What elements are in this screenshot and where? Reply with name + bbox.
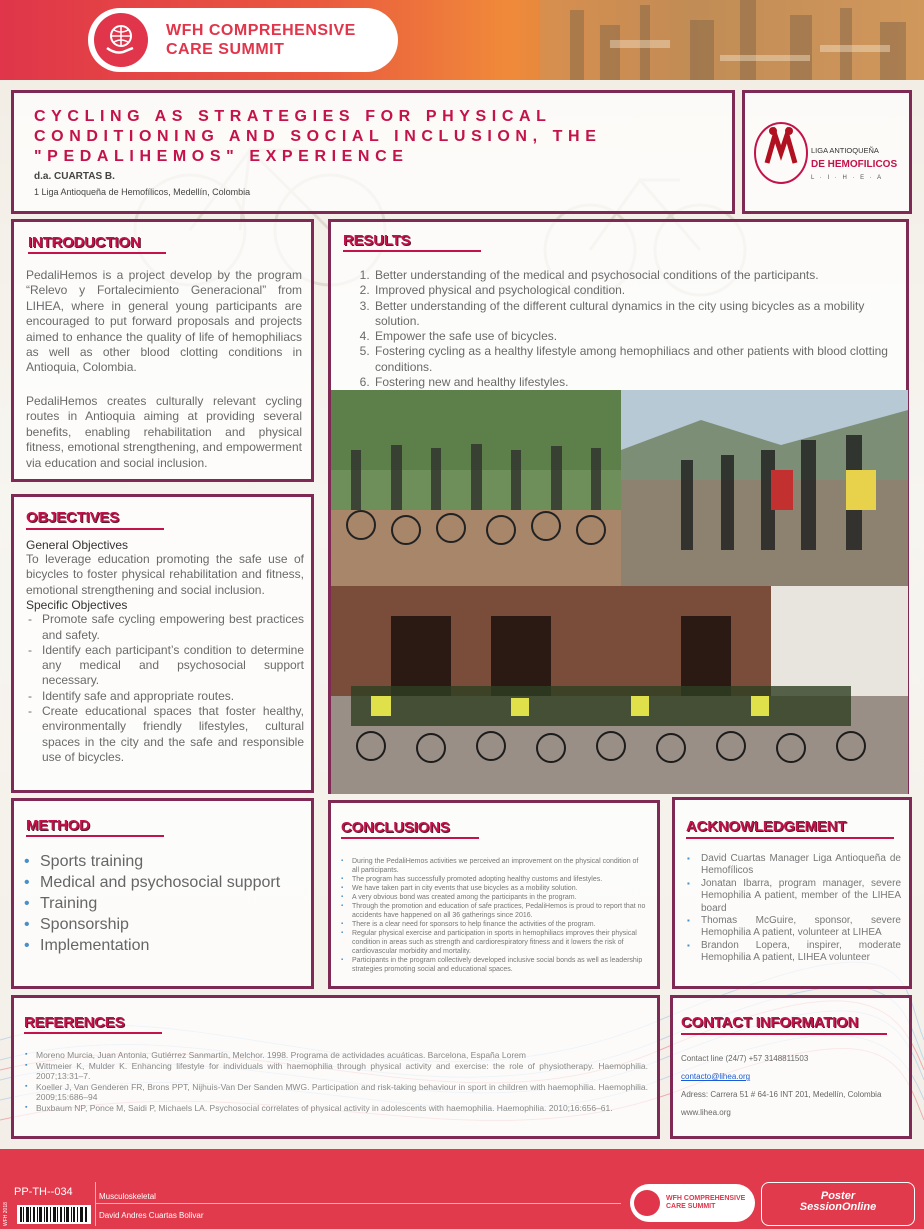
list-item: 6. Fostering new and healthy lifestyles. xyxy=(373,375,893,390)
introduction-paragraph-1: PedaliHemos is a project develop by the program “Relevo y Fortalecimiento Generacional” from LIHEA, where in general young participants are encouraged to put forward proposals and projects aimed to enhance the quality of life of hemophiliacs as well as other blood clotting conditions in Antioquia, Colombia. xyxy=(26,268,302,375)
group-photo-3 xyxy=(331,586,908,794)
footer-logo-line1: WFH COMPREHENSIVE xyxy=(666,1195,746,1202)
summit-title-line2: CARE SUMMIT xyxy=(166,41,285,58)
method-list xyxy=(24,851,280,956)
list-item: • Medical and psychosocial support xyxy=(24,872,280,893)
list-item: - Create educational spaces that foster healthy, environmentally friendly lifestyles, cultural spaces in the city and the safe and responsible use of bicycles. xyxy=(26,704,304,765)
list-item: • Sponsorship xyxy=(24,914,280,935)
contact-address: Adress: Carrera 51 # 64-16 INT 201, Medellín, Colombia xyxy=(681,1090,882,1099)
contact-phone: Contact line (24/7) +57 3148811503 xyxy=(681,1054,809,1063)
barcode-icon xyxy=(17,1205,91,1224)
results-panel xyxy=(328,219,909,794)
liga-line1: LIGA ANTIOQUEÑA xyxy=(811,146,879,155)
city-skyline-image xyxy=(540,0,924,80)
acknowledgement-heading: ACKNOWLEDGEMENT xyxy=(686,818,847,835)
references-heading: REFERENCES xyxy=(24,1014,125,1031)
list-item: ▪ Brandon Lopera, inspirer, moderate Hemophilia A patient, LIHEA volunteer xyxy=(685,940,901,965)
introduction-heading: INTRODUCTION xyxy=(28,234,141,251)
list-item: ▪ There is a clear need for sponsors to help finance the activities of the program. xyxy=(339,920,647,929)
list-item: ▪ Jonatan Ibarra, program manager, severe Hemophilia A patient, member of the LIHEA board xyxy=(685,878,901,915)
method-panel xyxy=(11,798,314,989)
liga-logo xyxy=(745,93,909,211)
poster-code: PP-TH--034 xyxy=(14,1186,73,1198)
poster-session-online-logo xyxy=(761,1182,915,1226)
introduction-paragraph-2: PedaliHemos creates culturally relevant cycling routes in Antioquia aiming at providing several benefits, enabling rehabilitation and physical fitness, emotional strengthening, and empowerment via education and social inclusion. xyxy=(26,394,302,470)
conclusions-list xyxy=(339,857,647,974)
introduction-underline xyxy=(28,252,166,254)
footer-divider xyxy=(95,1182,96,1226)
list-item: • Training xyxy=(24,893,280,914)
conclusions-underline xyxy=(341,837,479,839)
pso-line2: SessionOnline xyxy=(799,1201,877,1213)
conclusions-heading: CONCLUSIONS xyxy=(341,819,450,836)
contact-website-link[interactable]: www.lihea.org xyxy=(681,1108,731,1117)
contact-panel xyxy=(670,995,912,1139)
globe-hand-icon xyxy=(94,13,148,67)
pso-line1: Poster xyxy=(820,1190,856,1202)
list-item: ▪ Through the promotion and education of safe practices, PedaliHemos is proud to report that no accidents have happened on all 36 gatherings since 2016. xyxy=(339,902,647,920)
list-item: ▪ During the PedaliHemos activities we perceived an improvement on the physical condition of all participants. xyxy=(339,857,647,875)
presenter-name: David Andres Cuartas Bolivar xyxy=(99,1211,204,1220)
footer-divider xyxy=(96,1203,621,1204)
acknowledgement-underline xyxy=(686,837,894,839)
list-item: ▪ Regular physical exercise and participation in sports in hemophiliacs improves their physical condition in areas such as strength and cardiorespiratory fitness and it lowers the risk of cardiovascular morbidity and mortality. xyxy=(339,929,647,956)
contact-heading: CONTACT INFORMATION xyxy=(681,1014,859,1031)
references-panel xyxy=(11,995,660,1139)
poster-category: Musculoskeletal xyxy=(99,1192,156,1201)
acknowledgement-panel xyxy=(672,797,912,989)
list-item: - Identify each participant’s condition to determine any medical and psychosocial support necessary. xyxy=(26,643,304,689)
list-item: • Implementation xyxy=(24,935,280,956)
liga-line3: L · I · H · E · A xyxy=(811,175,884,181)
introduction-panel xyxy=(11,219,314,482)
group-photo-2 xyxy=(621,390,908,586)
globe-hand-icon xyxy=(634,1190,660,1216)
specific-objectives-list xyxy=(26,612,304,765)
list-item: 4. Empower the safe use of bicycles. xyxy=(373,329,893,344)
list-item: ▪ Participants in the program collectively developed inclusive social bonds as well as leadership strategies promoting social and educational spaces. xyxy=(339,956,647,974)
general-objectives-text: To leverage education promoting the safe use of bicycles to foster physical rehabilitation and fitness, emotional strengthening and social inclusion. xyxy=(26,552,304,597)
footer-summit-logo xyxy=(630,1184,755,1222)
footer-side-text: WFH 2018 xyxy=(3,1202,9,1226)
list-item: - Promote safe cycling empowering best practices and safety. xyxy=(26,612,304,643)
list-item: ▪ Moreno Murcia, Juan Antonia, Gutiérrez Sanmartín, Melchor. 1998. Programa de actividades acuáticas. Barcelona, España Lorem xyxy=(24,1050,648,1061)
method-heading: METHOD xyxy=(26,817,90,834)
list-item: 1. Better understanding of the medical and psychosocial conditions of the participants. xyxy=(373,268,893,283)
results-underline xyxy=(343,250,481,252)
objectives-heading: OBJECTIVES xyxy=(26,509,120,526)
list-item: • Sports training xyxy=(24,851,280,872)
summit-title-line1: WFH COMPREHENSIVE xyxy=(166,22,356,39)
liga-line2: DE HEMOFILICOS xyxy=(811,159,898,170)
list-item: ▪ Thomas McGuire, sponsor, severe Hemophilia A patient, volunteer at LIHEA xyxy=(685,915,901,940)
objectives-underline xyxy=(26,528,164,530)
poster-title: CYCLING AS STRATEGIES FOR PHYSICAL CONDITIONING AND SOCIAL INCLUSION, THE "PEDALIHEMOS" EXPERIENCE xyxy=(34,108,602,165)
specific-objectives-label: Specific Objectives xyxy=(26,598,128,613)
poster-author: d.a. CUARTAS B. xyxy=(34,171,115,182)
list-item: ▪ Buxbaum NP, Ponce M, Saidi P, Michaels LA. Psychosocial correlates of physical activity in adolescents with haemophilia. Haemophilia. 2010;16:656–61. xyxy=(24,1103,648,1114)
liga-logo-panel xyxy=(742,90,912,214)
conclusions-panel xyxy=(328,800,660,989)
references-underline xyxy=(24,1032,162,1034)
list-item: ▪ We have taken part in city events that use bicycles as a mobility solution. xyxy=(339,884,647,893)
acknowledgement-list xyxy=(685,853,901,965)
title-panel xyxy=(11,90,735,214)
list-item: 3. Better understanding of the different cultural dynamics in the city using bicycles as a mobility solution. xyxy=(373,299,893,330)
list-item: ▪ Wittmeier K, Mulder K. Enhancing lifestyle for individuals with haemophilia through physical activity and exercise: the role of physiotherapy. Haemophilia. 2007;13:31–7. xyxy=(24,1061,648,1082)
contact-underline xyxy=(681,1033,887,1035)
footer-logo-line2: CARE SUMMIT xyxy=(666,1203,716,1210)
list-item: ▪ Koeller J, Van Genderen FR, Brons PPT, Nijhuis-Van Der Sanden MWG. Participation and risk-taking behaviour in sport in children with haemophilia. Haemophilia. 2009;15:686–94 xyxy=(24,1082,648,1103)
list-item: ▪ A very obvious bond was created among the participants in the program. xyxy=(339,893,647,902)
list-item: ▪ The program has successfully promoted adopting healthy customs and lifestyles. xyxy=(339,875,647,884)
contact-email-link[interactable]: contacto@lihea.org xyxy=(681,1072,751,1081)
list-item: - Identify safe and appropriate routes. xyxy=(26,689,304,704)
list-item: ▪ David Cuartas Manager Liga Antioqueña de Hemofílicos xyxy=(685,853,901,878)
list-item: 5. Fostering cycling as a healthy lifestyle among hemophiliacs and other patients with blood clotting conditions. xyxy=(373,344,893,375)
objectives-panel xyxy=(11,494,314,793)
method-underline xyxy=(26,835,164,837)
general-objectives-label: General Objectives xyxy=(26,538,129,552)
results-list xyxy=(353,268,893,390)
results-heading: RESULTS xyxy=(343,232,411,249)
list-item: 2. Improved physical and psychological condition. xyxy=(373,283,893,298)
summit-logo xyxy=(88,8,398,72)
footer-band xyxy=(0,1149,924,1175)
summit-header xyxy=(0,0,924,80)
references-list xyxy=(24,1050,648,1114)
poster-affiliation: 1 Liga Antioqueña de Hemofílicos, Medellín, Colombia xyxy=(34,187,251,197)
group-photo-1 xyxy=(331,390,621,586)
